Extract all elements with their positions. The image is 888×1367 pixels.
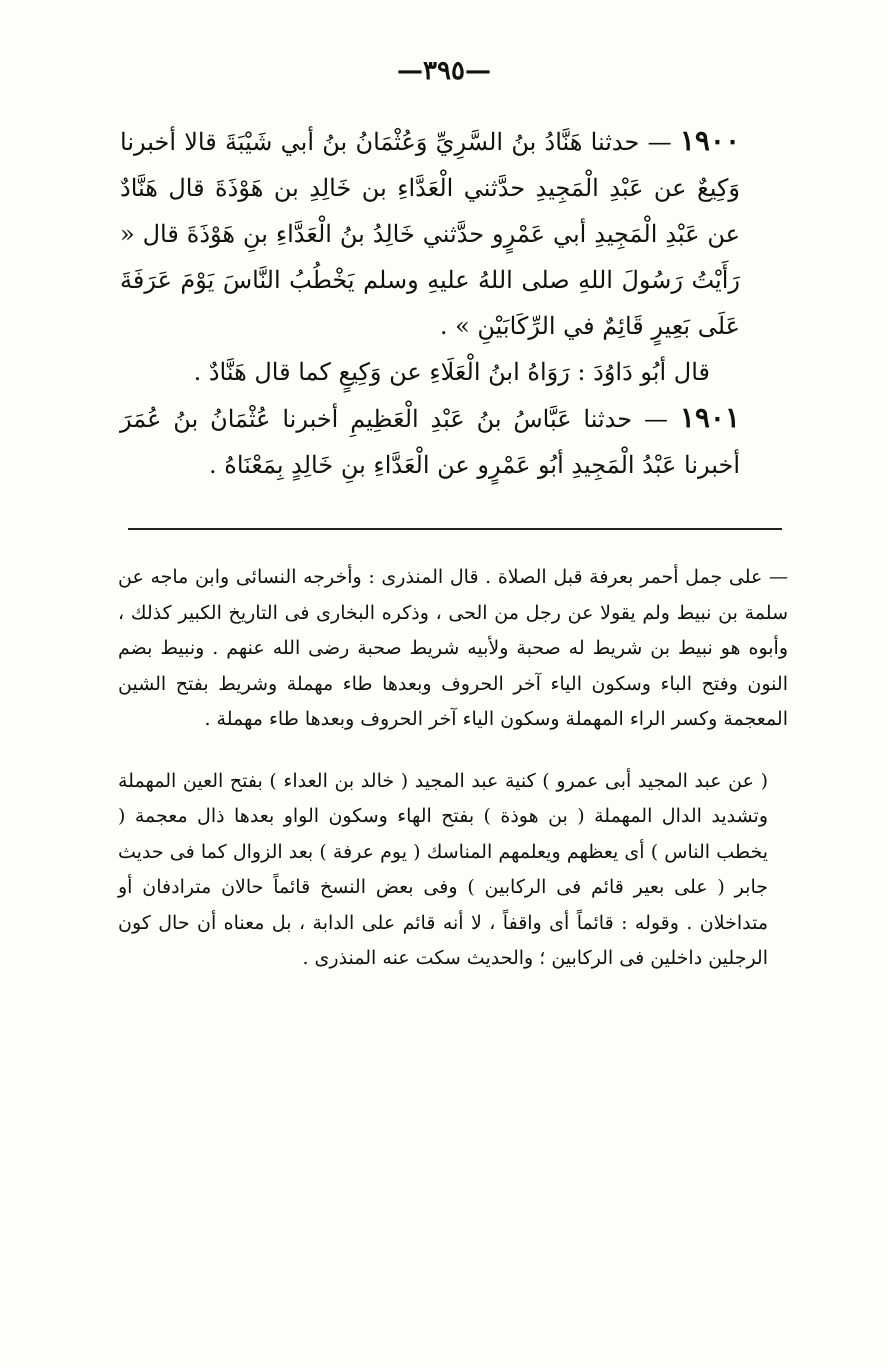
footnote-separator: [128, 528, 782, 530]
hadith-body: — حدثنا عَبَّاسُ بنُ عَبْدِ الْعَظِيمِ أخبرنا عُثْمَانُ بنُ عُمَرَ أخبرنا عَبْدُ الْمَجِيدِ أبُو عَمْرٍو عن الْعَدَّاءِ بنِ خَالِدٍ بِمَعْنَاهُ .: [120, 405, 740, 479]
hadith-1901: [120, 395, 740, 488]
hadith-body: — حدثنا هَنَّادُ بنُ السَّرِيِّ وَعُثْمَانُ بنُ أبي شَيْبَةَ قالا أخبرنا وَكِيعٌ عن عَبْدِ الْمَجِيدِ حدَّثني الْعَدَّاءِ بن خَالِدِ بن هَوْذَةَ قال هَنَّادٌ عن عَبْدِ الْمَجِيدِ أبي عَمْرٍو حدَّثني خَالِدُ بنُ الْعَدَّاءِ بنِ هَوْذَةَ قال « رَأَيْتُ رَسُولَ اللهِ صلى اللهُ عليهِ وسلم يَخْطُبُ النَّاسَ يَوْمَ عَرَفَةَ عَلَى بَعِيرٍ قَائِمٌ في الرِّكَابَيْنِ » .: [120, 128, 740, 340]
hadith-number: ١٩٠١: [679, 401, 740, 434]
hadith-1900: [120, 118, 740, 349]
page-number: —٣٩٥—: [397, 56, 491, 86]
commentary-paragraph: ( عن عبد المجيد أبى عمرو ) كنية عبد المجيد ( خالد بن العداء ) بفتح العين المهملة وتشديد الدال المهملة ( بن هوذة ) بفتح الهاء وسكون الواو بعدها ذال معجمة ( يخطب الناس ) أى يعظهم ويعلمهم المناسك ( يوم عرفة ) بعد الزوال كما فى حديث جابر ( على بعير قائم فى الركابين ) وفى بعض النسخ قائماً حالان مترادفان أو متداخلان . وقوله : قائماً أى واقفاً ، لا أنه قائم على الدابة ، بل معناه أن حال كون الرجلين داخلين فى الركابين ؛ والحديث سكت عنه المنذرى .: [118, 769, 768, 969]
hadith-number: ١٩٠٠: [679, 124, 740, 157]
commentary-block: [118, 560, 788, 977]
hadith-text-block: [120, 118, 740, 488]
commentary-paragraph: — على جمل أحمر بعرفة قبل الصلاة . قال المنذرى : وأخرجه النسائى وابن ماجه عن سلمة بن نبيط ولم يقولا عن رجل من الحى ، وذكره البخارى فى التاريخ الكبير كذلك ، وأبوه هو نبيط بن شريط له صحبة ولأبيه شريط صحبة رضى الله عنهم . ونبيط بضم النون وفتح الباء وسكون الياء آخر الحروف وبعدها طاء مهملة وشريط بفتح الشين المعجمة وكسر الراء المهملة وسكون الياء آخر الحروف وبعدها طاء مهملة .: [118, 566, 788, 730]
abu-dawud-note: قال أبُو دَاوُدَ : رَوَاهُ ابنُ الْعَلَاءِ عن وَكِيعٍ كما قال هَنَّادٌ .: [193, 358, 710, 386]
